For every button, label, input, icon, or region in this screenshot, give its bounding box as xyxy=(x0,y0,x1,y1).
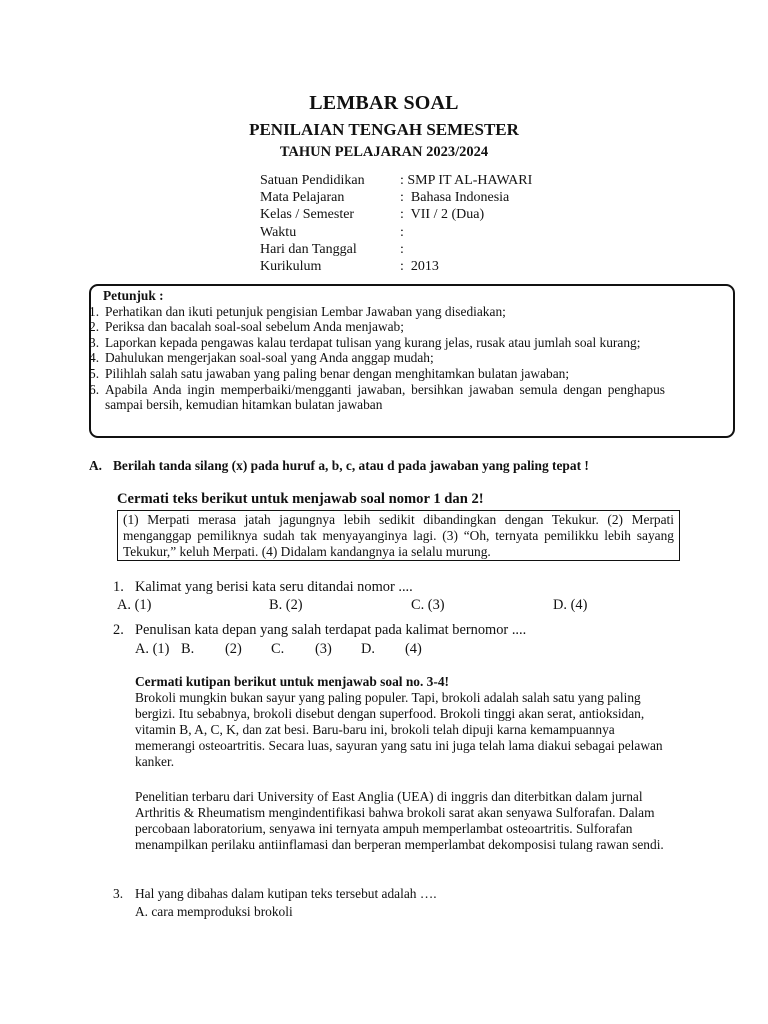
instruction-item xyxy=(89,365,723,382)
reading-2-paragraph-2: Penelitian terbaru dari University of East Anglia (UEA) di inggris dan diterbitkan dalam jurnal Arthritis & Rheumatism mengindentifikasi bahwa brokoli sarat akan senyawa Sulforafan. Dalam percobaan laboratorium, senyawa ini ternyata ampuh memperlambat osteoartritis. Sulforafan menampilkan perilaku antiinflamasi dan berperan memperlambat dekomposisi tulang rawan sendi. xyxy=(135,789,664,852)
instruction-item xyxy=(89,319,723,335)
instruction-item xyxy=(89,350,723,366)
info-row-school xyxy=(260,172,532,189)
option-d[interactable]: D. xyxy=(361,641,375,657)
info-value: : SMP IT AL-HAWARI xyxy=(400,173,533,188)
instruction-text: Periksa dan bacalah soal-soal sebelum Anda menjawab; xyxy=(105,319,404,335)
section-a-heading xyxy=(89,458,589,474)
instruction-text: Laporkan kepada pengawas kalau terdapat tulisan yang kurang jelas, rusak atau jumlah soal kurang; xyxy=(105,334,641,350)
info-label: Kurikulum xyxy=(260,259,322,275)
info-value: : 2013 xyxy=(400,259,439,275)
info-label: Mata Pelajaran xyxy=(260,190,345,206)
info-value: : xyxy=(400,241,404,257)
option-d[interactable]: D. (4) xyxy=(553,597,588,613)
info-label: Waktu xyxy=(260,224,297,240)
option-a[interactable]: A. (1) xyxy=(135,641,170,657)
option-a[interactable]: A. cara memproduksi brokoli xyxy=(135,904,293,919)
option-c[interactable]: C. (3) xyxy=(411,597,445,613)
info-row-curriculum xyxy=(260,258,532,275)
instruction-number: 2. xyxy=(89,319,100,335)
instruction-number: 5. xyxy=(89,365,100,381)
info-row-time xyxy=(260,224,532,241)
instruction-item xyxy=(89,303,723,320)
option-a[interactable]: A. (1) xyxy=(117,597,152,613)
instruction-text: Perhatikan dan ikuti petunjuk pengisian Lembar Jawaban yang disediakan; xyxy=(105,303,506,319)
question-number: 1. xyxy=(113,579,124,595)
info-value: : VII / 2 (Dua) xyxy=(400,207,485,223)
instruction-text: Pilihlah salah satu jawaban yang paling benar dengan menghitamkan bulatan jawaban; xyxy=(105,365,570,381)
reading-2-heading: Cermati kutipan berikut untuk menjawab soal no. 3-4! xyxy=(135,674,449,689)
question-text: Hal yang dibahas dalam kutipan teks tersebut adalah …. xyxy=(135,886,437,901)
question-2 xyxy=(113,622,526,639)
option-b[interactable]: B. (2) xyxy=(269,597,303,613)
instruction-number: 3. xyxy=(89,334,100,350)
info-label: Kelas / Semester xyxy=(260,207,355,223)
info-value: : Bahasa Indonesia xyxy=(400,190,510,206)
question-3 xyxy=(113,886,437,902)
question-1-options xyxy=(117,597,717,614)
instruction-item xyxy=(89,334,723,351)
question-text: Penulisan kata depan yang salah terdapat pada kalimat bernomor .... xyxy=(135,622,527,638)
info-label: Satuan Pendidikan xyxy=(260,173,365,188)
option-c-value: (3) xyxy=(315,641,332,657)
instruction-number: 6. xyxy=(89,381,100,397)
reading-1-text-box: (1) Merpati merasa jatah jagungnya lebih sedikit dibandingkan dengan Tekukur. (2) Merpati menganggap pemiliknya sudah tak menyayanginya lagi. (3) “Oh, ternyata pemilikku lebih sayang Tekukur,” keluh Merpati. (4) Didalam kandangnya ia selalu murung. xyxy=(117,510,680,561)
option-d-value: (4) xyxy=(405,641,422,657)
instruction-number: 4. xyxy=(89,350,100,366)
question-2-options xyxy=(135,641,422,658)
question-number: 3. xyxy=(113,886,124,901)
info-row-subject xyxy=(260,189,532,206)
section-instruction: Berilah tanda silang (x) pada huruf a, b, c, atau d pada jawaban yang paling tepat ! xyxy=(113,458,589,473)
question-number: 2. xyxy=(113,622,124,638)
instruction-text: Dahulukan mengerjakan soal-soal yang Anda anggap mudah; xyxy=(105,350,434,366)
info-row-date xyxy=(260,241,532,258)
instructions-box xyxy=(89,284,735,438)
info-value: : xyxy=(400,224,404,240)
instructions-list xyxy=(89,303,723,413)
info-row-class xyxy=(260,206,532,223)
academic-year: TAHUN PELAJARAN 2023/2024 xyxy=(279,144,489,160)
option-b-value: (2) xyxy=(225,641,242,657)
section-marker: A. xyxy=(89,458,103,473)
reading-2-paragraph-1: Brokoli mungkin bukan sayur yang paling populer. Tapi, brokoli adalah salah satu yang paling bergizi. Itu sebabnya, brokoli disebut dengan superfood. Brokoli tinggi akan serat, antioksidan, vitamin B, A, C, K, dan zat besi. Baru-baru ini, brokoli telah dipuji karna kemampuannya memerangi osteoartritis. Secara luas, sayuran yang satu ini juga telah lama diakui sebagai pelawan kanker. xyxy=(135,690,663,769)
exam-subtitle: PENILAIAN TENGAH SEMESTER xyxy=(249,120,519,139)
exam-info-table xyxy=(260,172,532,275)
instructions-heading: Petunjuk : xyxy=(103,288,164,303)
reading-1-heading: Cermati teks berikut untuk menjawab soal nomor 1 dan 2! xyxy=(117,491,484,507)
question-text: Kalimat yang berisi kata seru ditandai nomor .... xyxy=(135,579,413,595)
info-label: Hari dan Tanggal xyxy=(260,241,357,257)
page-title: LEMBAR SOAL xyxy=(309,92,459,114)
option-b[interactable]: B. xyxy=(181,641,195,657)
instruction-item xyxy=(89,381,723,413)
question-1 xyxy=(113,579,413,596)
option-c[interactable]: C. xyxy=(271,641,285,657)
instruction-number: 1. xyxy=(89,303,100,319)
instruction-text: Apabila Anda ingin memperbaiki/mengganti jawaban, bersihkan jawaban semula dengan penghapus sampai bersih, kemudian hitamkan bulatan jawaban xyxy=(105,381,665,413)
